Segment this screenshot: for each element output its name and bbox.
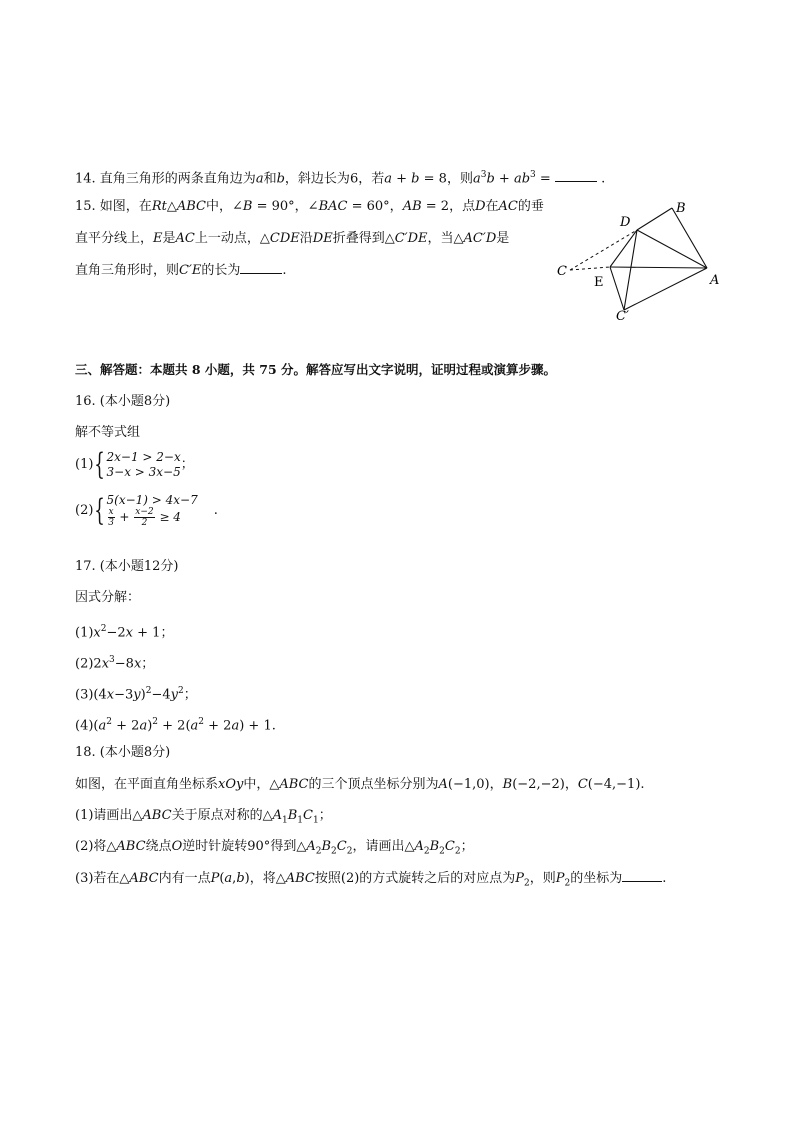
q17-header: 17. (本小题12分) <box>75 559 179 574</box>
question-15-line3: 直角三角形时，则C′E的长为 . <box>75 263 287 278</box>
q18-part1: (1)请画出△ABC关于原点对称的$\triangle A_1B_1C_1$； <box>75 808 332 826</box>
label-D: D <box>620 215 631 230</box>
q18-part2: (2)将△ABC绕点O逆时针旋转90°得到$\triangle A_2B_2C_2$，请画出$\triangle A_2B_2C_2$； <box>75 839 474 857</box>
q18-part3: (3)若在△ABC内有一点P(a,b)，将△ABC按照(2)的方式旋转之后的对应点为$P_2$，则$P_2$的坐标为 . <box>75 871 667 889</box>
segment-DCprime <box>624 230 637 310</box>
label-E: E <box>594 275 604 290</box>
question-15-line1: 15. 如图，在Rt△ABC中，∠B = 90°，∠BAC = 60°，AB = 2，点D在AC的垂 <box>75 199 544 214</box>
q17-item-4: $(4)(a^2 + 2a)^2 + 2(a^2 + 2a) + 1$. <box>75 717 276 734</box>
segment-CD <box>570 230 637 270</box>
segment-ECprime <box>610 267 624 310</box>
segment-DB <box>637 208 672 230</box>
q17-item-1: $(1)x^2-2x + 1$； <box>75 624 174 641</box>
answer-blank[interactable] <box>622 869 662 882</box>
segment-CE <box>570 267 610 270</box>
segment-CprimeA <box>624 268 707 310</box>
q14-text: 14. 直角三角形的两条直角边为 <box>75 171 256 187</box>
label-C: C <box>557 264 567 279</box>
q16-header: 16. (本小题8分) <box>75 394 171 409</box>
triangle-figure <box>552 198 732 323</box>
segment-EA <box>610 267 707 268</box>
q18-header: 18. (本小题8分) <box>75 745 171 760</box>
section-3-heading: 三、解答题：本题共 8 小题，共 75 分。解答应写出文字说明，证明过程或演算步骤。 <box>75 362 557 377</box>
q17-instruction: 因式分解： <box>75 590 141 605</box>
q17-item-2: $(2)2x^3-8x$； <box>75 655 155 672</box>
label-B: B <box>676 201 686 216</box>
q18-intro: 如图，在平面直角坐标系xOy中，△ABC的三个顶点坐标分别为A(−1,0)，B(−2,−2)，C(−4,−1). <box>75 777 645 792</box>
q17-item-3: $(3)(4x-3y)^2-4y^2$； <box>75 686 197 703</box>
answer-blank[interactable] <box>555 169 597 182</box>
question-14: 14. 直角三角形的两条直角边为a和b，斜边长为6，若a + b = 8，则$a^3b + ab^3$ = . <box>75 170 606 187</box>
segment-DE <box>610 230 637 267</box>
q16-instruction: 解不等式组 <box>75 425 141 440</box>
label-C-prime: C′ <box>616 309 629 323</box>
label-A: A <box>710 273 720 288</box>
q16-part2: (2) { 5(x−1) > 4x−7 $\frac{x}{3}$ + $\frac{x-2}{2}$ ≥ 4 . <box>75 492 218 528</box>
question-15-line2: 直平分线上，E是AC上一动点，△CDE沿DE折叠得到△C′DE，当△AC′D是 <box>75 231 510 246</box>
answer-blank[interactable] <box>240 261 282 274</box>
q16-part1: (1) { 2x−1 > 2−x 3−x > 3x−5 ； <box>75 447 194 482</box>
